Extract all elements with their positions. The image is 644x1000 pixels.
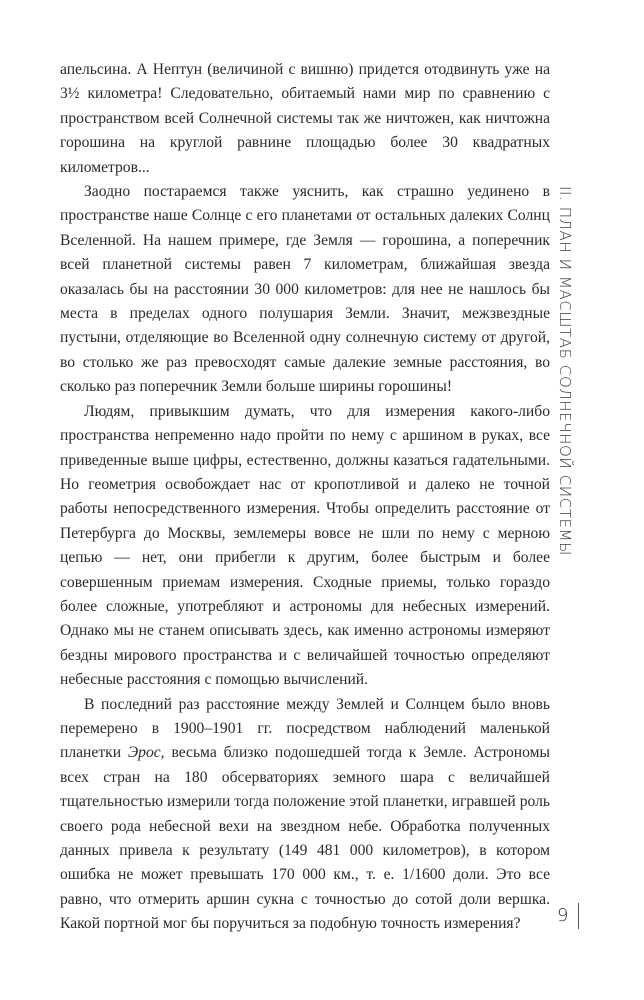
paragraph-4-start: В последний раз расстояние между Землей и Солнцем было вновь перемерено в 1900–1901 гг. посредством наблюдений маленькой планетки bbox=[60, 695, 550, 762]
page-number-rule bbox=[578, 903, 579, 929]
body-text bbox=[60, 58, 550, 937]
paragraph-1: апельсина. А Нептун (величиной с вишню) придется отодвинуть уже на 3½ километра! Следовательно, обитаемый нами мир по сравнению с пространством всей Солнечной системы так же ничтожен, как ничтожна горошина на круглой равнине площадью более 30 квадратных километров... bbox=[60, 61, 550, 176]
page-number: 9 bbox=[557, 905, 569, 926]
running-head-chapter-title: II. ПЛАН И МАСШТАБ СОЛНЕЧНОЙ СИСТЕМЫ bbox=[556, 186, 574, 556]
eros-italic: Эрос bbox=[127, 744, 161, 762]
paragraph-4 bbox=[60, 693, 550, 937]
paragraph-2: Заодно постараемся также уяснить, как страшно уединено в пространстве наше Солнце с его планетами от остальных далеких Солнц Вселенной. На нашем примере, где Земля — горошина, а поперечник всей планетной системы равен 7 километрам, ближайшая звезда оказалась бы на расстоянии 30 000 километров: для нее не нашлось бы места в пределах одного полушария Земли. Значит, межзвездные пустыни, отделяющие во Вселенной одну солнечную систему от другой, во столько же раз превосходят самые далекие земные расстояния, во сколько раз поперечник Земли больше ширины горошины! bbox=[60, 183, 550, 396]
paragraph-4-end: , весьма близко подошедшей тогда к Земле. Астрономы всех стран на 180 обсерваториях земного шара с величайшей тщательностью измерили тогда положение этой планетки, игравшей роль своего рода небесной вехи на звездном небе. Обработка полученных данных привела к результату (149 481 000 километров), в котором ошибка не может превышать 170 000 км., т. е. 1/1600 доли. Это все равно, что отмерить аршин сукна с точностью до сотой доли вершка. Какой портной мог бы поручиться за подобную точность измерения? bbox=[60, 744, 551, 933]
paragraph-3: Людям, привыкшим думать, что для измерения какого-либо пространства непременно надо пройти по нему с аршином в руках, все приведенные выше цифры, естественно, должны казаться гадательными. Но геометрия освобождает нас от кропотливой и далеко не точной работы непосредственного измерения. Чтобы определить расстояние от Петербурга до Москвы, землемеры вовсе не шли по нему с мерною цепью — нет, они прибегли к другим, более быстрым и более совершенным приемам измерения. Сходные приемы, только гораздо более сложные, употребляют и астрономы для небесных измерений. Однако мы не станем описывать здесь, как именно астрономы измеряют бездны мирового пространства и с величайшей точностью определяют небесные расстояния с помощью вычислений. bbox=[60, 402, 550, 689]
